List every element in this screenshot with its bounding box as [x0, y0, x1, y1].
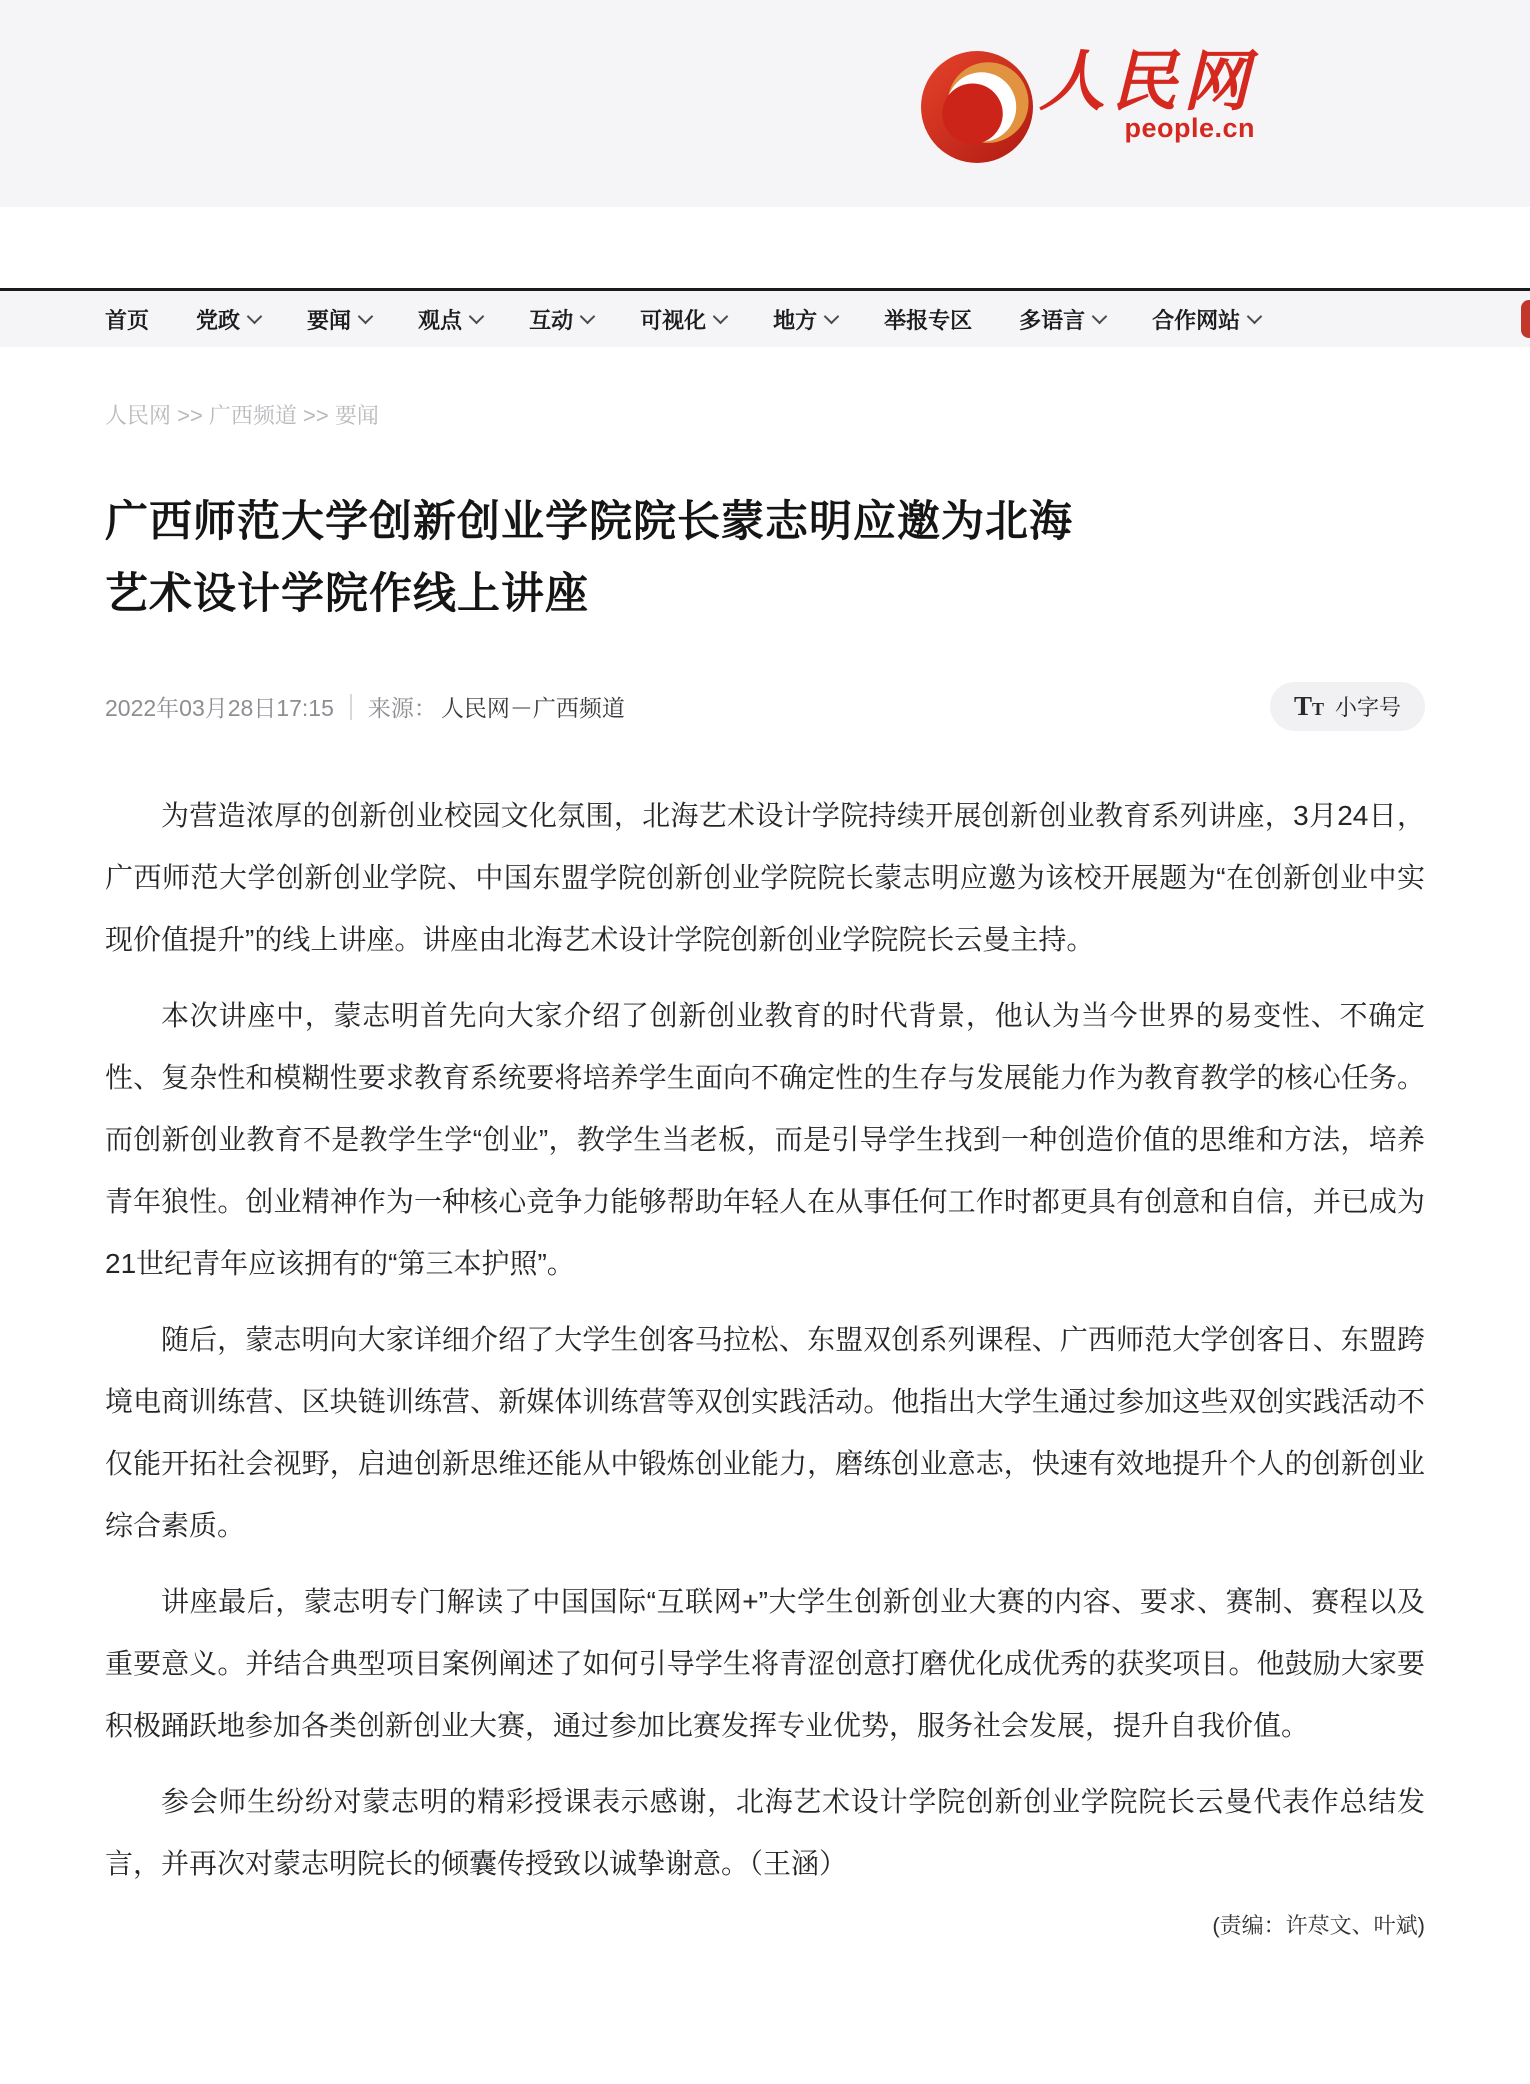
- header-gap: [0, 207, 1530, 288]
- nav-item[interactable]: [307, 304, 371, 335]
- nav-item[interactable]: [418, 304, 482, 335]
- people-cn-logo[interactable]: [921, 45, 1255, 163]
- article-paragraph: 讲座最后，蒙志明专门解读了中国国际“互联网+”大学生创新创业大赛的内容、要求、赛制、赛程以及重要意义。并结合典型项目案例阐述了如何引导学生将青涩创意打磨优化成优秀的获奖项目。他鼓励大家要积极踊跃地参加各类创新创业大赛，通过参加比赛发挥专业优势，服务社会发展，提升自我价值。: [105, 1586, 1425, 1741]
- nav-item-label: 举报专区: [884, 307, 973, 333]
- font-size-icon: TT: [1293, 691, 1324, 721]
- nav-item[interactable]: [529, 304, 593, 335]
- nav-item-label: 合作网站: [1152, 307, 1241, 333]
- nav-item-label: 要闻: [307, 307, 352, 333]
- article-paragraph: 参会师生纷纷对蒙志明的精彩授课表示感谢，北海艺术设计学院创新创业学院院长云曼代表作总结发言，并再次对蒙志明院长的倾囊传授致以诚挚谢意。（王涵）: [105, 1786, 1425, 1879]
- article-body: [105, 785, 1425, 1895]
- nav-item[interactable]: [1152, 304, 1260, 335]
- nav-item-label: 首页: [105, 307, 150, 333]
- nav-item-label: 互动: [529, 307, 574, 333]
- chevron-down-icon: [469, 308, 485, 324]
- nav-item[interactable]: [884, 304, 972, 335]
- chevron-down-icon: [824, 308, 840, 324]
- article-paragraph: 为营造浓厚的创新创业校园文化氛围，北海艺术设计学院持续开展创新创业教育系列讲座，3月24日，广西师范大学创新创业学院、中国东盟学院创新创业学院院长蒙志明应邀为该校开展题为“在创新创业中实现价值提升”的线上讲座。讲座由北海艺术设计学院创新创业学院院长云曼主持。: [105, 800, 1425, 955]
- font-size-button[interactable]: [1270, 682, 1425, 731]
- chevron-down-icon: [1247, 308, 1263, 324]
- chevron-down-icon: [580, 308, 596, 324]
- nav-item[interactable]: [773, 304, 837, 335]
- logo-domain-wordmark: people.cn: [1124, 113, 1255, 144]
- nav-item-label: 地方: [773, 307, 818, 333]
- site-header: [0, 0, 1530, 207]
- nav-item[interactable]: [105, 304, 149, 335]
- people-cn-logo-icon: [921, 51, 1033, 163]
- meta-divider: [350, 694, 352, 720]
- chevron-down-icon: [247, 308, 263, 324]
- article-paragraph: 本次讲座中，蒙志明首先向大家介绍了创新创业教育的时代背景，他认为当今世界的易变性、不确定性、复杂性和模糊性要求教育系统要将培养学生面向不确定性的生存与发展能力作为教育教学的核心任务。而创新创业教育不是教学生学“创业”，教学生当老板，而是引导学生找到一种创造价值的思维和方法，培养青年狼性。创业精神作为一种核心竞争力能够帮助年轻人在从事任何工作时都更具有创意和自信，并已成为21世纪青年应该拥有的“第三本护照”。: [105, 1000, 1425, 1279]
- nav-items: [105, 304, 1260, 335]
- article-title: 广西师范大学创新创业学院院长蒙志明应邀为北海艺术设计学院作线上讲座: [105, 498, 1073, 618]
- logo-chinese-wordmark: 人民网: [1039, 43, 1255, 118]
- breadcrumb[interactable]: 人民网 >> 广西频道 >> 要闻: [105, 403, 379, 428]
- nav-item[interactable]: [196, 304, 260, 335]
- source-name[interactable]: 人民网－广西频道: [440, 695, 625, 721]
- chevron-down-icon: [713, 308, 729, 324]
- editors-line: (责编：许荩文、叶斌): [1212, 1913, 1425, 1938]
- nav-item-label: 可视化: [640, 307, 707, 333]
- font-size-button-label: 小字号: [1334, 695, 1401, 720]
- nav-item[interactable]: [640, 304, 726, 335]
- chevron-down-icon: [1092, 308, 1108, 324]
- publish-date: 2022年03月28日17:15: [105, 695, 334, 721]
- nav-item-label: 观点: [418, 307, 463, 333]
- nav-item-label: 多语言: [1019, 307, 1086, 333]
- nav-item-label: 党政: [196, 307, 241, 333]
- article-meta: [105, 682, 1425, 731]
- logo-text: [1039, 45, 1255, 145]
- source-label: 来源：: [367, 695, 437, 721]
- nav-edge-red-button[interactable]: [1521, 300, 1530, 338]
- article: [0, 486, 1530, 1940]
- main-nav: [0, 288, 1530, 347]
- chevron-down-icon: [358, 308, 374, 324]
- article-paragraph: 随后，蒙志明向大家详细介绍了大学生创客马拉松、东盟双创系列课程、广西师范大学创客日、东盟跨境电商训练营、区块链训练营、新媒体训练营等双创实践活动。他指出大学生通过参加这些双创实践活动不仅能开拓社会视野，启迪创新思维还能从中锻炼创业能力，磨练创业意志，快速有效地提升个人的创新创业综合素质。: [105, 1324, 1425, 1541]
- nav-item[interactable]: [1019, 304, 1105, 335]
